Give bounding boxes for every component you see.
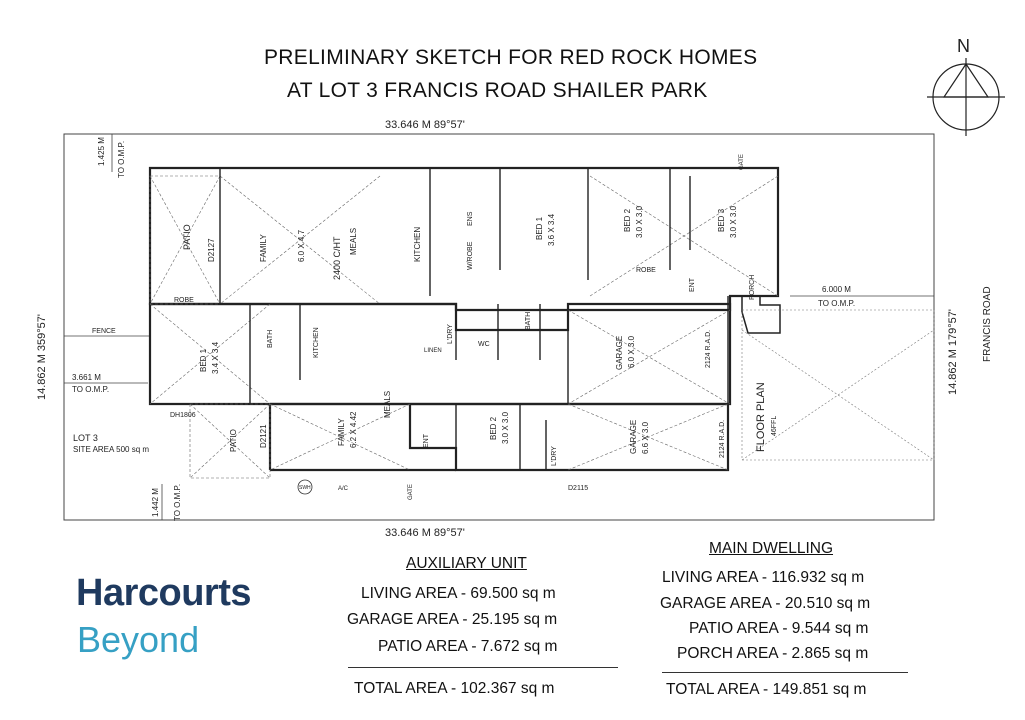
md-bed1: BED 1 — [535, 216, 544, 240]
md-ens: ENS — [467, 211, 474, 226]
md-rad: 2124 R.A.D. — [705, 329, 712, 368]
md-linen: LINEN — [424, 348, 442, 354]
aux-living-area: LIVING AREA - 69.500 sq m — [361, 585, 556, 602]
omp-right-dist: 6.000 M — [822, 285, 851, 294]
au-window: DH1806 — [170, 412, 196, 419]
aux-upper-outline — [150, 304, 730, 404]
omp-top-label: TO O.M.P. — [117, 140, 126, 178]
md-bed1-dim: 3.6 X 3.4 — [547, 213, 556, 246]
au-ac: A/C — [338, 486, 349, 492]
site-area-label: SITE AREA 500 sq m — [73, 445, 150, 454]
md-patio-code: D2127 — [207, 238, 216, 262]
md-heater: 2400 C/HT — [332, 236, 342, 280]
au-rad: 2124 R.A.D. — [719, 419, 726, 458]
harcourts-logo-text: Harcourts — [76, 572, 251, 614]
main-living-area: LIVING AREA - 116.932 sq m — [662, 569, 865, 586]
main-porch-area: PORCH AREA - 2.865 sq m — [677, 645, 869, 662]
boundary-bottom-label: 33.646 M 89°57' — [385, 527, 465, 539]
au-family: FAMILY — [337, 418, 346, 446]
aux-unit-header: AUXILIARY UNIT — [406, 555, 527, 572]
md-bed2: BED 2 — [623, 208, 632, 232]
gate-bottom: GATE — [408, 484, 414, 500]
road-label: FRANCIS ROAD — [982, 286, 993, 362]
lot-label: LOT 3 — [73, 433, 98, 443]
md-bed2-dim: 3.0 X 3.0 — [635, 205, 644, 238]
au-robe: ROBE — [174, 297, 194, 304]
md-bed3: BED 3 — [717, 208, 726, 232]
boundary-top-label: 33.646 M 89°57' — [385, 119, 465, 131]
md-garage-dim: 6.0 X 3.0 — [627, 335, 636, 368]
main-total-rule — [662, 672, 908, 673]
au-garage-dim: 6.6 X 3.0 — [641, 421, 650, 454]
md-family: FAMILY — [259, 234, 268, 262]
boundary-left-label: 14.862 M 359°57' — [36, 313, 48, 400]
au-bed2-dim: 3.0 X 3.0 — [501, 411, 510, 444]
main-garage-area: GARAGE AREA - 20.510 sq m — [660, 595, 871, 612]
au-swh: SWH — [299, 485, 311, 491]
md-ent: ENT — [689, 278, 696, 292]
md-family-dim: 6.0 X 4.7 — [297, 229, 306, 262]
aux-total-area: TOTAL AREA - 102.367 sq m — [354, 680, 555, 697]
au-kitchen: KITCHEN — [313, 327, 320, 358]
au-meals: MEALS — [383, 390, 392, 418]
au-patio-code: D2121 — [259, 424, 268, 448]
boundary-right-label: 14.862 M 179°57' — [947, 308, 959, 395]
omp-top-dist: 1.425 M — [97, 137, 106, 166]
omp-right-label: TO O.M.P. — [818, 299, 856, 308]
aux-total-rule — [348, 667, 618, 668]
title-line-2: AT LOT 3 FRANCIS ROAD SHAILER PARK — [287, 79, 708, 102]
au-door: D2115 — [568, 485, 589, 492]
aux-garage-area: GARAGE AREA - 25.195 sq m — [347, 611, 558, 628]
md-patio: PATIO — [182, 224, 192, 250]
aux-patio-area: PATIO AREA - 7.672 sq m — [378, 638, 558, 655]
compass-label: N — [957, 36, 970, 56]
floor-plan-label: FLOOR PLAN — [755, 382, 767, 452]
md-meals: MEALS — [349, 227, 358, 255]
omp-left-dist: 3.661 M — [72, 373, 101, 382]
md-wrobe: W/ROBE — [467, 241, 474, 270]
md-wc: WC — [478, 341, 490, 348]
porch-outline — [742, 296, 780, 333]
au-garage: GARAGE — [629, 419, 638, 454]
md-porch: PORCH — [749, 274, 756, 300]
au-patio: PATIO — [229, 429, 238, 452]
md-bed3-dim: 3.0 X 3.0 — [729, 205, 738, 238]
au-family-dim: 6.2 X 4.42 — [349, 411, 358, 448]
au-bath: BATH — [267, 329, 274, 348]
omp-bottom-label: TO O.M.P. — [173, 483, 182, 521]
md-robe: ROBE — [636, 267, 656, 274]
gate-top: GATE — [739, 154, 745, 170]
main-total-area: TOTAL AREA - 149.851 sq m — [666, 681, 867, 698]
md-kitchen: KITCHEN — [413, 226, 422, 262]
beyond-logo-text: Beyond — [77, 619, 200, 660]
compass-icon — [927, 36, 1005, 136]
au-ldry: L'DRY — [551, 446, 558, 466]
title-line-1: PRELIMINARY SKETCH FOR RED ROCK HOMES — [264, 46, 758, 69]
au-bed1-dim: 3.4 X 3.4 — [211, 341, 220, 374]
floor-level-label: 46FFL — [771, 415, 778, 436]
fence-label: FENCE — [92, 328, 116, 335]
site-boundary — [64, 134, 934, 520]
md-garage: GARAGE — [615, 335, 624, 370]
au-ent: ENT — [423, 434, 430, 448]
md-bath: BATH — [525, 311, 532, 330]
main-dwelling-header: MAIN DWELLING — [709, 540, 834, 557]
main-dwelling-outline — [150, 168, 778, 310]
au-bed1: BED 1 — [199, 348, 208, 372]
omp-bottom-dist: 1.442 M — [151, 488, 160, 517]
md-ldry: L'DRY — [447, 324, 454, 344]
main-patio-area: PATIO AREA - 9.544 sq m — [689, 620, 869, 637]
omp-left-label: TO O.M.P. — [72, 385, 110, 394]
au-bed2: BED 2 — [489, 416, 498, 440]
